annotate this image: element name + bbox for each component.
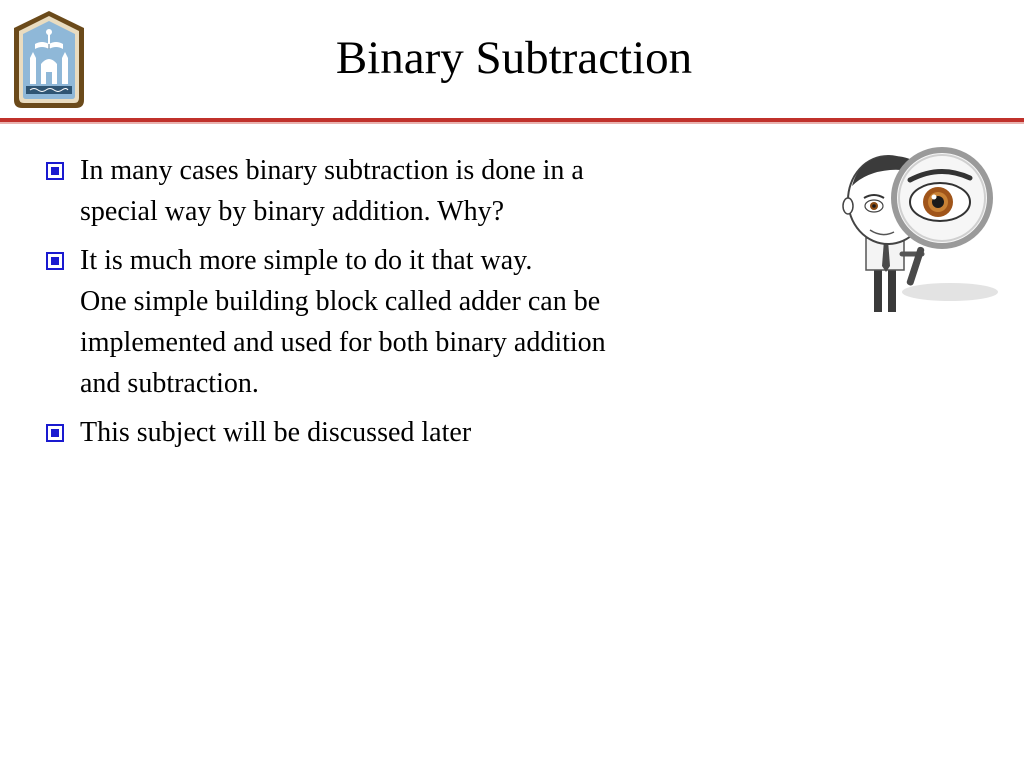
bullet-line: implemented and used for both binary addition [80,327,606,358]
bullet-item [44,240,744,404]
bullet-list [44,150,744,461]
bullet-line: and subtraction. [80,368,259,399]
bullet-marker-icon [46,162,64,180]
bullet-item [44,412,744,453]
bullet-line: This subject will be discussed later [80,417,472,448]
person-with-magnifying-glass-icon [830,142,1006,320]
bullet-line: In many cases binary subtraction is done in a [80,155,584,186]
title-divider-shadow [0,122,1024,124]
bullet-item [44,150,744,232]
bullet-marker-icon [46,252,64,270]
bullet-line: special way by binary addition. Why? [80,196,505,227]
bullet-line: It is much more simple to do it that way. [80,245,533,276]
bullet-marker-icon [46,424,64,442]
slide-title: Binary Subtraction [335,32,693,84]
bullet-line: One simple building block called adder can be [80,286,601,317]
